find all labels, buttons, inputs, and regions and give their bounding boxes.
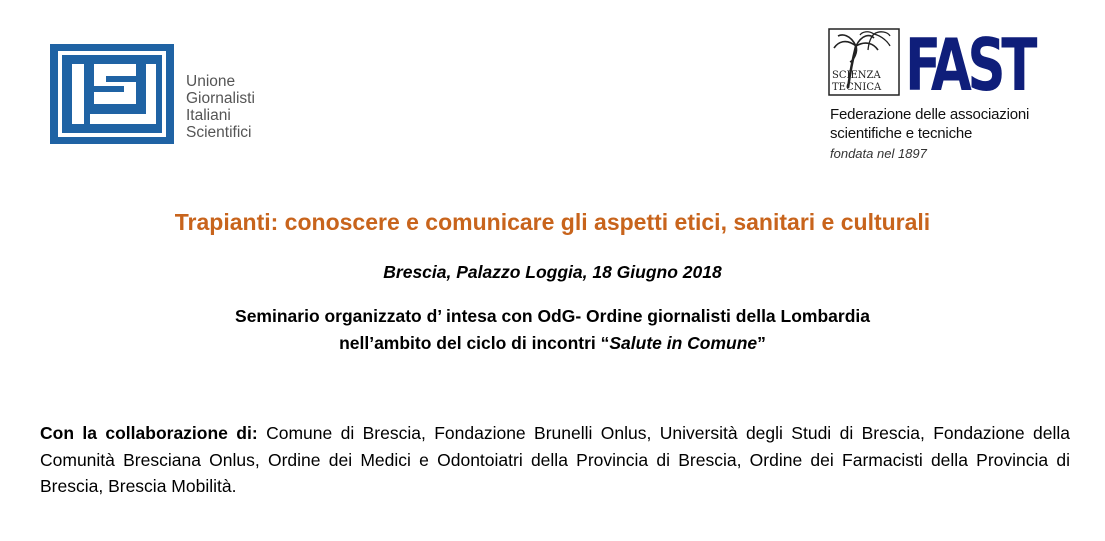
seminar-line-2 — [0, 333, 1105, 354]
collaboration-label: Con la collaborazione di: — [40, 423, 258, 443]
collaboration-list: Comune di Brescia, Fondazione Brunelli Onlus, Università degli Studi di Brescia, Fondazione della Comunità Bresciana Onlus, Ordine dei Medici e Odontoiatri della Provincia di Brescia, Ordine dei Farmacisti della Provincia di Brescia, Brescia Mobilità. — [40, 423, 1071, 496]
fast-name-line1: Federazione delle associazioni — [830, 106, 1030, 123]
fast-wordmark — [905, 23, 1038, 107]
fast-founded: fondata nel 1897 — [830, 146, 927, 161]
ugis-logo-mark — [50, 44, 174, 144]
svg-text:FAST: FAST — [905, 23, 1038, 107]
collaboration-paragraph — [40, 420, 1070, 500]
seminar-line-2-prefix: nell’ambito del ciclo di incontri “ — [339, 333, 610, 353]
svg-text:SCIENZA: SCIENZA — [832, 70, 881, 81]
fast-name-line2: scientifiche e tecniche — [830, 125, 973, 142]
event-location-date: Brescia, Palazzo Loggia, 18 Giugno 2018 — [383, 262, 722, 282]
palm-seal-icon — [828, 28, 900, 96]
seminar-line-2-suffix: ” — [757, 333, 766, 353]
ugis-line: Unione — [186, 73, 236, 90]
seminar-line-1: Seminario organizzato d’ intesa con OdG- Ordine giornalisti della Lombardia — [235, 306, 870, 326]
ugis-line: Scientifici — [186, 124, 252, 141]
ugis-logo-text — [186, 73, 255, 141]
series-name: Salute in Comune — [609, 333, 758, 353]
ugis-logo — [50, 44, 290, 148]
fast-logo — [828, 23, 1058, 168]
ugis-line: Italiani — [186, 107, 231, 124]
svg-text:TECNICA: TECNICA — [832, 82, 882, 93]
ugis-line: Giornalisti — [186, 90, 255, 107]
document-title: Trapianti: conoscere e comunicare gli aspetti etici, sanitari e culturali — [174, 209, 931, 235]
